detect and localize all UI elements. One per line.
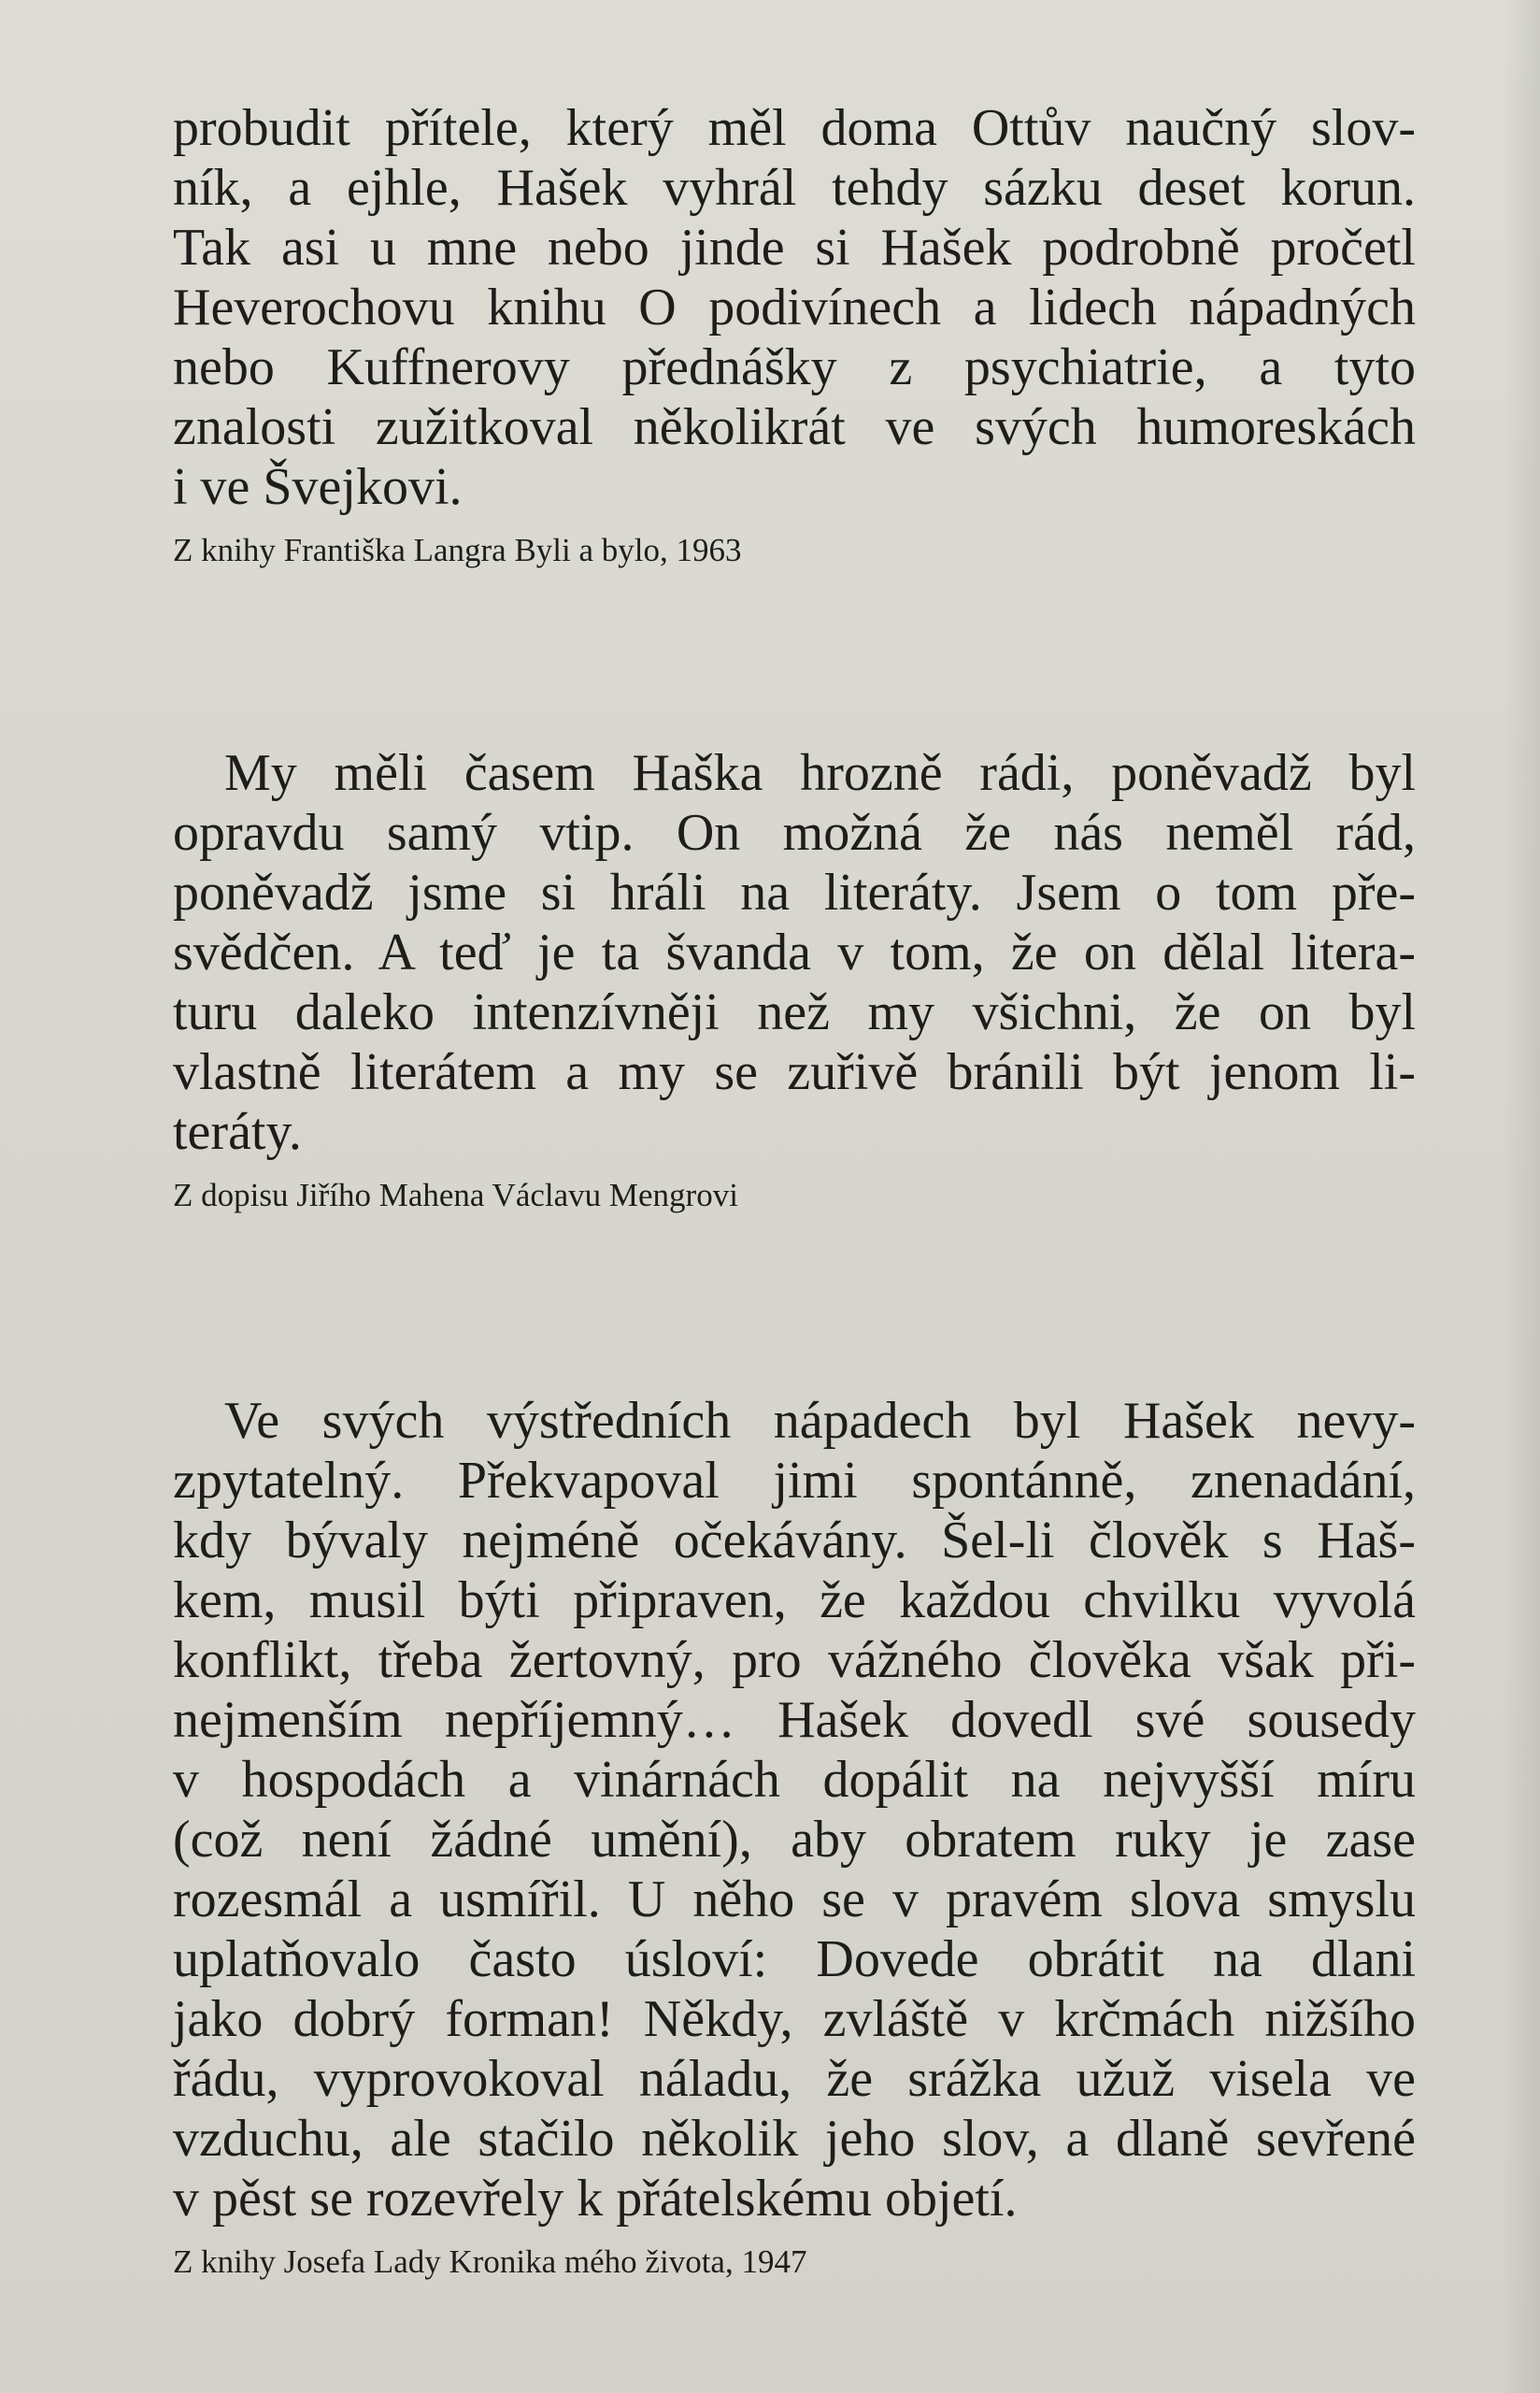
- text-line: turu daleko intenzívněji než my všichni, že on byl: [173, 983, 1416, 1041]
- text-line: Tak asi u mne nebo jinde si Hašek podrobně pročetl: [173, 219, 1416, 277]
- text-line: Ve svých výstředních nápadech byl Hašek nevy-: [224, 1392, 1416, 1450]
- text-line: nebo Kuffnerovy přednášky z psychiatrie, a tyto: [173, 338, 1416, 396]
- source-attribution: Z knihy Františka Langra Byli a bylo, 1963: [173, 532, 742, 568]
- text-line: poněvadž jsme si hráli na literáty. Jsem o tom pře-: [173, 864, 1416, 922]
- text-line: vzduchu, ale stačilo několik jeho slov, a dlaně sevřené: [173, 2110, 1416, 2168]
- text-line: ník, a ejhle, Hašek vyhrál tehdy sázku deset korun.: [173, 159, 1416, 217]
- text-line: znalosti zužitkoval několikrát ve svých humoreskách: [173, 398, 1416, 456]
- text-line: opravdu samý vtip. On možná že nás neměl rád,: [173, 804, 1416, 862]
- text-line: (což není žádné umění), aby obratem ruky je zase: [173, 1811, 1416, 1869]
- text-line: kem, musil býti připraven, že každou chvilku vyvolá: [173, 1571, 1416, 1629]
- text-line: My měli časem Haška hrozně rádi, poněvadž byl: [224, 744, 1416, 802]
- text-line: konflikt, třeba žertovný, pro vážného člověka však při-: [173, 1631, 1416, 1689]
- text-line: nejmenším nepříjemný… Hašek dovedl své sousedy: [173, 1691, 1416, 1749]
- text-line: jako dobrý forman! Někdy, zvláště v krčmách nižšího: [173, 1990, 1416, 2048]
- text-line: řádu, vyprovokoval náladu, že srážka užuž visela ve: [173, 2050, 1416, 2108]
- text-line: kdy bývaly nejméně očekávány. Šel-li člověk s Haš-: [173, 1512, 1416, 1569]
- text-line: probudit přítele, který měl doma Ottův naučný slov-: [173, 99, 1416, 157]
- text-line: v hospodách a vinárnách dopálit na nejvyšší míru: [173, 1751, 1416, 1809]
- text-line: teráty.: [173, 1103, 302, 1161]
- text-line: uplatňovalo často úsloví: Dovede obrátit na dlani: [173, 1930, 1416, 1988]
- excerpt-mahen: [173, 743, 1416, 1216]
- text-line: zpytatelný. Překvapoval jimi spontánně, znenadání,: [173, 1452, 1416, 1510]
- text-line: svědčen. A teď je ta švanda v tom, že on dělal litera-: [173, 924, 1416, 982]
- text-line: Heverochovu knihu O podivínech a lidech nápadných: [173, 279, 1416, 337]
- excerpt-langer: [173, 98, 1416, 571]
- text-line: i ve Švejkovi.: [173, 458, 463, 516]
- excerpt-lada: [173, 1391, 1416, 2283]
- text-line: vlastně literátem a my se zuřivě bránili být jenom li-: [173, 1043, 1416, 1101]
- source-attribution: Z dopisu Jiřího Mahena Václavu Mengrovi: [173, 1177, 738, 1213]
- source-attribution: Z knihy Josefa Lady Kronika mého života, 1947: [173, 2243, 807, 2280]
- text-line: v pěst se rozevřely k přátelskému objetí.: [173, 2170, 1018, 2228]
- text-line: rozesmál a usmířil. U něho se v pravém slova smyslu: [173, 1870, 1416, 1928]
